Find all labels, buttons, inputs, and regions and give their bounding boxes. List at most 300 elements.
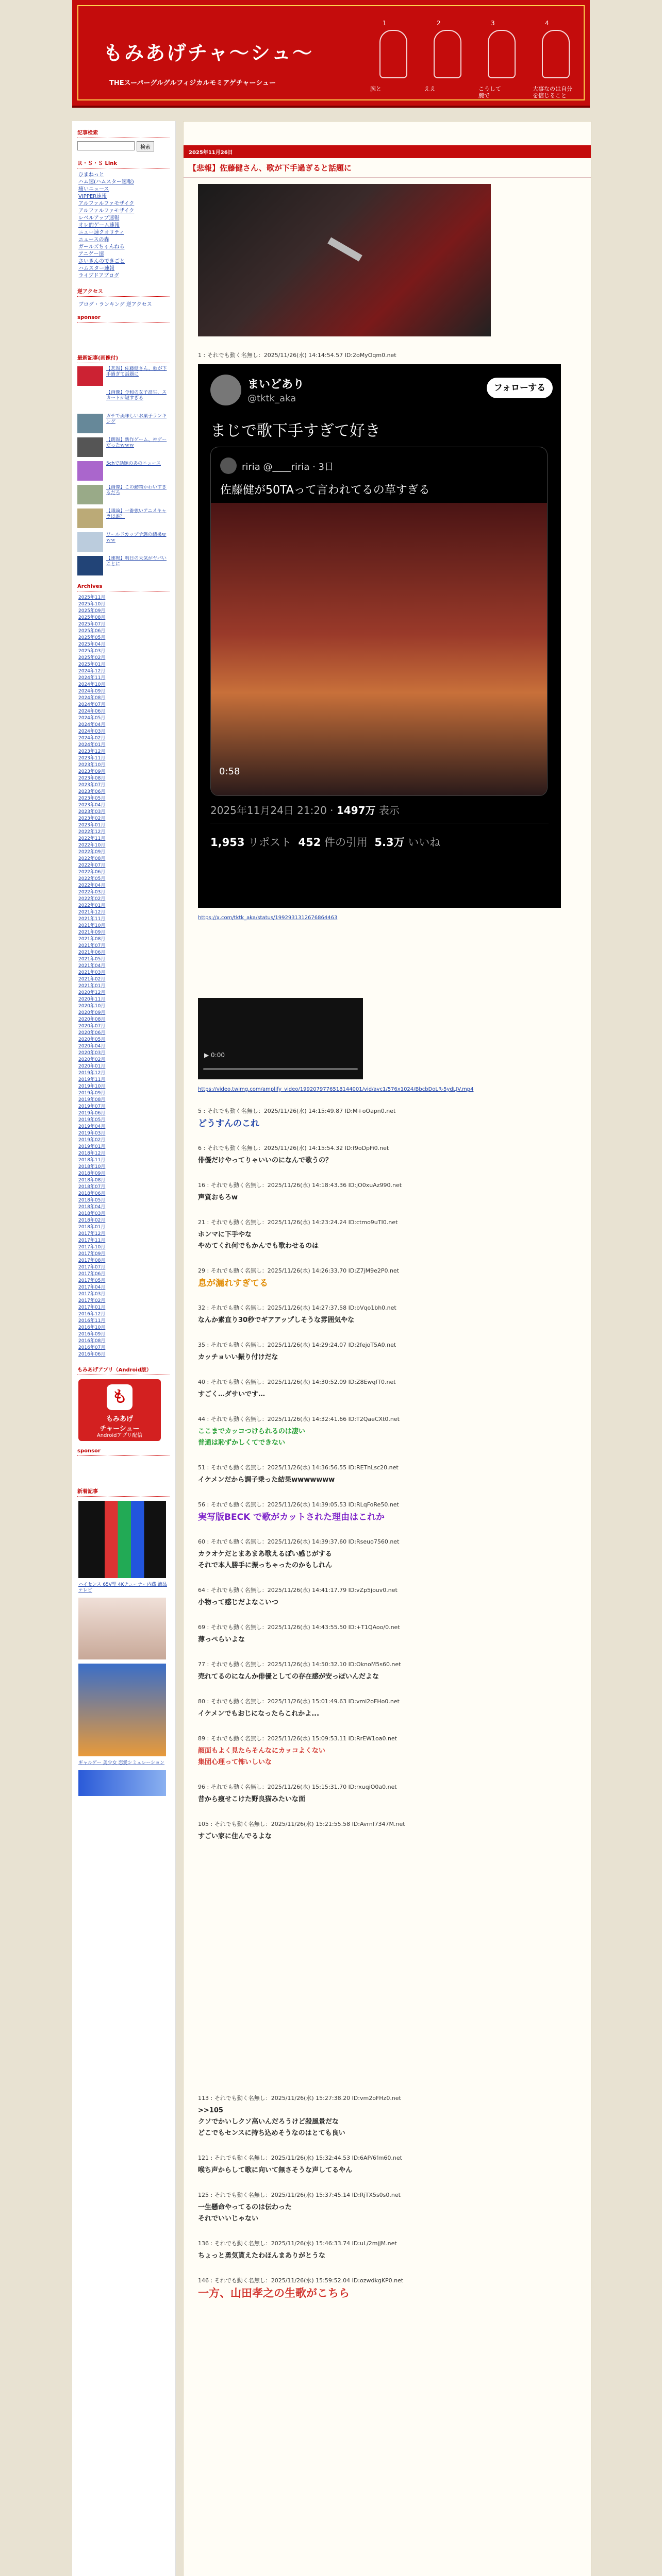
post xyxy=(198,1218,580,1252)
archive-link[interactable]: 2021年08月 xyxy=(78,937,106,942)
site-subtitle: THEスーパーグルグルフィジカルモミアゲチャーシュー xyxy=(109,79,276,87)
archive-link[interactable]: 2020年03月 xyxy=(78,1050,106,1056)
sidebar-link[interactable]: ガールズちゃんねる xyxy=(78,244,125,250)
header-step xyxy=(421,16,473,99)
post-header: 21 : それでも動く名無し：2025/11/26(水) 14:23:24.24 ID:ctmo9uTI0.net xyxy=(198,1219,398,1226)
site-header xyxy=(72,0,590,108)
archive-link[interactable]: 2018年12月 xyxy=(78,1151,106,1156)
sidebar-link[interactable]: VIPPER速報 xyxy=(78,194,107,199)
archive-link[interactable]: 2024年03月 xyxy=(78,729,106,734)
sidebar-link[interactable]: アニゲー速 xyxy=(78,251,104,257)
feed-item[interactable] xyxy=(77,437,170,458)
search-input[interactable] xyxy=(77,141,135,150)
feed-item[interactable] xyxy=(77,485,170,505)
archive-link[interactable]: 2023年03月 xyxy=(78,809,106,815)
post-body: 息が漏れすぎてる xyxy=(198,1278,268,1289)
archive-link[interactable]: 2022年05月 xyxy=(78,876,106,882)
archive-link[interactable]: 2020年06月 xyxy=(78,1030,106,1036)
retweet-count: 1,953 xyxy=(210,836,245,849)
figure-icon xyxy=(542,30,570,78)
archive-link[interactable]: 2025年11月 xyxy=(78,595,106,600)
article-title[interactable]: 【悲報】佐藤健さん、歌が下手過ぎると話題に xyxy=(184,158,591,178)
sidebar-link[interactable]: ニュースの森 xyxy=(78,237,109,243)
archive-link[interactable]: 2016年11月 xyxy=(78,1318,106,1324)
sponsor2-heading: sponsor xyxy=(77,1448,170,1456)
archive-link[interactable]: 2022年06月 xyxy=(78,870,106,875)
post xyxy=(198,1415,580,1449)
archive-link[interactable]: 2019年09月 xyxy=(78,1091,106,1096)
archive-link[interactable]: 2020年07月 xyxy=(78,1024,106,1029)
tweet-link[interactable] xyxy=(198,915,580,921)
post xyxy=(198,1303,580,1326)
post-body: 顔面もよく見たらそんなにカッコよくない 集団心理って怖いしいな xyxy=(198,1747,325,1766)
avatar[interactable] xyxy=(210,375,241,405)
post-header: 35 : それでも動く名無し：2025/11/26(水) 14:29:24.07 ID:2fejoT5A0.net xyxy=(198,1342,396,1348)
feed-title[interactable]: ガチで美味しいお菓子ランキング xyxy=(106,414,167,425)
archive-link[interactable]: 2024年06月 xyxy=(78,709,106,714)
sponsor-slot xyxy=(72,326,175,346)
post xyxy=(198,1586,580,1608)
header-step xyxy=(475,16,527,99)
post-header: 89 : それでも動く名無し：2025/11/26(水) 15:09:53.11 ID:RrEW1oa0.net xyxy=(198,1735,397,1742)
video-url[interactable]: https://video.twimg.com/amplify_video/1992079776518144001/vid/avc1/576x1024/BbcbDoLR-5ydLJV.mp4 xyxy=(198,1087,474,1092)
archive-link[interactable]: 2018年09月 xyxy=(78,1171,106,1176)
archive-link[interactable]: 2021年06月 xyxy=(78,950,106,955)
figure-icon xyxy=(379,30,407,78)
site-title[interactable]: もみあげチャ〜シュ〜 xyxy=(103,42,314,64)
archive-link[interactable]: 2024年09月 xyxy=(78,689,106,694)
step-number: 4 xyxy=(545,20,549,27)
archive-link[interactable]: 2019年12月 xyxy=(78,1071,106,1076)
archive-link[interactable]: 2018年10月 xyxy=(78,1164,106,1170)
post-body: 売れてるのになんか俳優としての存在感が安っぽいんだよな xyxy=(198,1673,379,1681)
archive-link[interactable]: 2018年04月 xyxy=(78,1205,106,1210)
like-count: 5.3万 xyxy=(374,836,405,849)
archive-link[interactable]: 2018年05月 xyxy=(78,1198,106,1203)
archive-link[interactable]: 2016年06月 xyxy=(78,1352,106,1357)
archive-link[interactable]: 2019年03月 xyxy=(78,1131,106,1136)
ads-heading: 新着記事 xyxy=(77,1487,170,1497)
archive-link[interactable]: 2018年06月 xyxy=(78,1191,106,1196)
archive-link[interactable]: 2025年03月 xyxy=(78,649,106,654)
quoted-tweet[interactable] xyxy=(210,447,548,796)
post xyxy=(198,1341,580,1363)
archive-link[interactable]: 2018年01月 xyxy=(78,1225,106,1230)
post xyxy=(198,351,580,359)
archive-link[interactable]: 2019年05月 xyxy=(78,1117,106,1123)
sidebar-link[interactable]: さいきんのできごと xyxy=(78,259,125,264)
figure-icon xyxy=(434,30,461,78)
sidebar-link[interactable]: アルファルファモザイク xyxy=(78,201,135,207)
archive-link[interactable]: 2025年05月 xyxy=(78,635,106,640)
archive-link[interactable]: 2021年10月 xyxy=(78,923,106,928)
sidebar-link[interactable]: ひまねっと xyxy=(78,172,104,178)
ad-caption[interactable]: ハイセンス 65V型 4Kチューナー内蔵 液晶テレビ xyxy=(78,1582,168,1593)
feed-item[interactable] xyxy=(77,532,170,553)
tweet-author-handle[interactable]: @tktk_aka xyxy=(247,393,296,404)
archive-link[interactable]: 2019年06月 xyxy=(78,1111,106,1116)
post-body: 薄っぺらいよな xyxy=(198,1636,245,1643)
quoted-tweet-meta: riria @____riria · 3日 xyxy=(242,462,334,472)
archive-link[interactable]: 2024年01月 xyxy=(78,742,106,748)
archive-link[interactable]: 2020年10月 xyxy=(78,1004,106,1009)
feed-list xyxy=(72,366,175,577)
archive-link[interactable]: 2017年11月 xyxy=(78,1238,106,1243)
feed-thumbnail[interactable] xyxy=(77,390,103,410)
archive-link[interactable]: 2021年02月 xyxy=(78,977,106,982)
feed-item[interactable] xyxy=(77,390,170,411)
post-list xyxy=(184,2094,591,2299)
archive-link[interactable]: 2021年09月 xyxy=(78,930,106,935)
post xyxy=(198,2094,580,2139)
post-header: 6 : それでも動く名無し：2025/11/26(水) 14:15:54.32 ID:f9oDpFi0.net xyxy=(198,1145,389,1151)
video-duration: 0:58 xyxy=(219,766,240,777)
feed-item[interactable] xyxy=(77,414,170,434)
header-step xyxy=(529,16,581,99)
search-button[interactable]: 検索 xyxy=(137,141,154,151)
archive-link[interactable]: 2023年01月 xyxy=(78,823,106,828)
post-header: 136 : それでも動く名無し：2025/11/26(水) 15:46:33.74 ID:uL/2mjjM.net xyxy=(198,2240,397,2247)
archive-link[interactable]: 2024年11月 xyxy=(78,675,106,681)
play-icon[interactable]: ▶ 0:00 xyxy=(204,1052,225,1059)
archive-link[interactable]: 2016年12月 xyxy=(78,1312,106,1317)
archive-link[interactable]: 2024年10月 xyxy=(78,682,106,687)
post xyxy=(198,1144,580,1166)
post-header: 121 : それでも動く名無し：2025/11/26(水) 15:32:44.53 ID:6AP/6fm60.net xyxy=(198,2155,402,2161)
tweet-date xyxy=(210,802,400,817)
post-body: 昔から痩せこけた野良猫みたいな面 xyxy=(198,1795,306,1803)
archive-link[interactable]: 2023年06月 xyxy=(78,789,106,794)
main-content xyxy=(183,121,591,2576)
archive-link[interactable]: 2019年07月 xyxy=(78,1104,106,1109)
sidebar-link[interactable]: ハムスター速報 xyxy=(78,266,114,272)
archive-link[interactable]: 2017年10月 xyxy=(78,1245,106,1250)
archive-link[interactable]: 2019年02月 xyxy=(78,1138,106,1143)
feed-title[interactable]: 【速報】明日の天気がヤバいことに xyxy=(106,556,167,567)
sidebar-link[interactable]: ハム速(ハムスター速報) xyxy=(78,179,134,185)
archive-link[interactable]: 2018年02月 xyxy=(78,1218,106,1223)
feed-title[interactable]: ワールドカップ予選の結果ｗｗｗ xyxy=(106,532,167,543)
archive-link[interactable]: 2018年11月 xyxy=(78,1158,106,1163)
quoted-tweet-text: 佐藤健が50TAって言われてるの草すぎる xyxy=(220,484,430,497)
sidebar-link[interactable]: レベルアップ速報 xyxy=(78,215,120,221)
ad-image-game[interactable] xyxy=(78,1664,166,1756)
archive-link[interactable]: 2019年01月 xyxy=(78,1144,106,1149)
post-header: 1 : それでも動く名無し：2025/11/26(水) 14:14:54.57 ID:2oMyOqm0.net xyxy=(198,352,396,359)
archive-link[interactable]: 2023年12月 xyxy=(78,749,106,754)
feed-thumbnail[interactable] xyxy=(77,509,103,528)
post xyxy=(198,1537,580,1571)
video-time: 0:00 xyxy=(211,1052,225,1059)
header-steps-illustration xyxy=(367,16,584,99)
archive-link[interactable]: 2016年09月 xyxy=(78,1332,106,1337)
sidebar-link[interactable]: アルファルファモザイク xyxy=(78,208,135,214)
archive-link[interactable]: 2025年02月 xyxy=(78,655,106,660)
archive-link[interactable]: 2021年05月 xyxy=(78,957,106,962)
archive-link[interactable]: 2016年07月 xyxy=(78,1345,106,1350)
post-body: カッチョいい振り付けだな xyxy=(198,1353,278,1361)
post xyxy=(198,1783,580,1805)
post-header: 40 : それでも動く名無し：2025/11/26(水) 14:30:52.09 ID:Z8EwqfT0.net xyxy=(198,1379,396,1385)
archive-link[interactable]: 2025年09月 xyxy=(78,608,106,614)
archive-link[interactable]: 2025年10月 xyxy=(78,602,106,607)
archive-link[interactable]: 2023年11月 xyxy=(78,756,106,761)
archive-link[interactable]: 2017年03月 xyxy=(78,1292,106,1297)
post-header: 44 : それでも動く名無し：2025/11/26(水) 14:32:41.66 ID:T2QaeCXt0.net xyxy=(198,1416,400,1422)
sidebar-link[interactable]: ニュー速クオリティ xyxy=(78,230,124,235)
archive-link[interactable]: 2022年03月 xyxy=(78,890,106,895)
archive-link[interactable]: 2017年08月 xyxy=(78,1258,106,1263)
archive-link[interactable]: 2021年04月 xyxy=(78,963,106,969)
ad-image-banner[interactable] xyxy=(78,1770,166,1796)
tweet-timestamp: 2025年11月24日 21:20 · xyxy=(210,804,337,817)
step-number: 3 xyxy=(491,20,495,27)
archive-link[interactable]: 2016年08月 xyxy=(78,1338,106,1344)
archive-link[interactable]: 2023年02月 xyxy=(78,816,106,821)
tweet-text: まじで歌下手すぎて好き xyxy=(210,422,380,440)
link-list xyxy=(78,172,169,280)
archive-link[interactable]: 2020年04月 xyxy=(78,1044,106,1049)
archive-link[interactable]: 2025年07月 xyxy=(78,622,106,627)
archive-link[interactable]: 2021年01月 xyxy=(78,984,106,989)
post-body: イケメンでもおじになったらこれかよ... xyxy=(198,1710,320,1718)
archive-link[interactable]: 2022年12月 xyxy=(78,829,106,835)
archive-link[interactable]: 2022年02月 xyxy=(78,896,106,902)
post xyxy=(198,2154,580,2176)
archive-link[interactable]: 2023年10月 xyxy=(78,762,106,768)
archive-link[interactable]: 2020年01月 xyxy=(78,1064,106,1069)
post-body: 小物って感じだよなこいつ xyxy=(198,1599,279,1606)
archive-link[interactable]: 2020年05月 xyxy=(78,1037,106,1042)
feed-item[interactable] xyxy=(77,556,170,577)
post xyxy=(198,1266,580,1289)
figure-icon xyxy=(488,30,516,78)
tweet-views: 1497万 xyxy=(336,804,376,817)
archive-link[interactable]: 2021年03月 xyxy=(78,970,106,975)
feed-title[interactable]: 【朗報】新作ゲーム、神ゲーだったｗｗｗ xyxy=(106,437,167,448)
archive-link[interactable]: 2020年08月 xyxy=(78,1017,106,1022)
feed-thumbnail[interactable] xyxy=(77,485,103,504)
archive-link[interactable]: 2016年10月 xyxy=(78,1325,106,1330)
archive-link[interactable]: 2017年05月 xyxy=(78,1278,106,1283)
ad-caption[interactable]: ギャルゲー 美少女 恋愛シミュレーション xyxy=(78,1760,165,1766)
feed-item[interactable] xyxy=(77,509,170,529)
archive-link[interactable]: 2023年05月 xyxy=(78,796,106,801)
retweet-label: リポスト xyxy=(248,836,292,849)
quote-label: 件の引用 xyxy=(324,836,368,849)
archive-link[interactable]: 2021年12月 xyxy=(78,910,106,915)
post-list xyxy=(184,1107,591,1842)
app-banner[interactable] xyxy=(78,1379,161,1441)
feed-thumbnail[interactable] xyxy=(77,366,103,386)
archive-link[interactable]: 2024年05月 xyxy=(78,716,106,721)
archive-link[interactable]: 2019年08月 xyxy=(78,1097,106,1103)
archive-link[interactable]: 2022年04月 xyxy=(78,883,106,888)
post-body: ちょっと勇気貰えたわほんまありがとうな xyxy=(198,2252,326,2260)
post-header: 5 : それでも動く名無し：2025/11/26(水) 14:15:49.87 ID:M+oOapn0.net xyxy=(198,1108,396,1114)
step-caption: こうして 腕で xyxy=(478,86,501,99)
header-step xyxy=(367,16,419,99)
tweet-embed[interactable] xyxy=(198,364,561,908)
post-header: 64 : それでも動く名無し：2025/11/26(水) 14:41:17.79 ID:vZp5jouv0.net xyxy=(198,1587,398,1594)
archive-link[interactable]: 2025年08月 xyxy=(78,615,106,620)
archive-link[interactable]: 2017年12月 xyxy=(78,1231,106,1236)
archive-link[interactable]: 2021年11月 xyxy=(78,917,106,922)
archive-link[interactable]: 2019年04月 xyxy=(78,1124,106,1129)
archive-link[interactable]: 2024年02月 xyxy=(78,736,106,741)
archive-link[interactable]: 2024年04月 xyxy=(78,722,106,727)
archive-link[interactable]: 2024年08月 xyxy=(78,696,106,701)
post-body: 声質おもろw xyxy=(198,1194,238,1201)
feed-thumbnail[interactable] xyxy=(77,437,103,457)
feed-item[interactable] xyxy=(77,366,170,387)
links-heading: Ｒ・Ｓ・Ｓ Link xyxy=(77,159,170,168)
quote-count: 452 xyxy=(298,836,321,849)
archive-link[interactable]: 2018年03月 xyxy=(78,1211,106,1216)
post-body: すごく…ダサいです… xyxy=(198,1391,266,1398)
archive-link[interactable]: 2019年10月 xyxy=(78,1084,106,1089)
archive-link[interactable]: 2020年09月 xyxy=(78,1010,106,1015)
app-heading: もみあげアプリ（Android版） xyxy=(77,1365,170,1375)
archive-link[interactable]: 2018年07月 xyxy=(78,1184,106,1190)
post-header: 60 : それでも動く名無し：2025/11/26(水) 14:39:37.60 ID:Rseuo7560.net xyxy=(198,1538,400,1545)
archive-link[interactable]: 2022年11月 xyxy=(78,836,106,841)
feed-title[interactable]: 5chで話題のあのニュース xyxy=(106,461,161,466)
archive-link[interactable]: 2017年09月 xyxy=(78,1251,106,1257)
archive-link[interactable]: 2023年09月 xyxy=(78,769,106,774)
post-header: 146 : それでも動く名無し：2025/11/26(水) 15:59:52.04 ID:ozwdkgKP0.net xyxy=(198,2277,404,2284)
video-progress-bar[interactable] xyxy=(203,1068,358,1070)
post-header: 51 : それでも動く名無し：2025/11/26(水) 14:36:56.55 ID:RETnLsc20.net xyxy=(198,1464,399,1471)
feed-title[interactable]: 【議論】一番強いアニメキャラは誰？ xyxy=(106,509,167,519)
feeds-heading: 最新記事(画像付) xyxy=(77,353,170,363)
feed-thumbnail[interactable] xyxy=(77,461,103,481)
post-body: 一方、山田孝之の生歌がこちら xyxy=(198,2287,350,2299)
post-body: ここまでカッコつけられるのは凄い 普通は恥ずかしくてできない xyxy=(198,1428,305,1447)
step-caption: ええ xyxy=(424,86,436,92)
post-header: 125 : それでも動く名無し：2025/11/26(水) 15:37:45.14 ID:RjTX5s0s0.net xyxy=(198,2192,401,2198)
post xyxy=(198,1181,580,1204)
archive-link[interactable]: 2020年11月 xyxy=(78,997,106,1002)
post-body: どうすんのこれ xyxy=(198,1118,259,1129)
feed-thumbnail[interactable] xyxy=(77,556,103,575)
ad-space xyxy=(198,1853,559,2079)
quoted-video-thumbnail[interactable] xyxy=(211,503,547,795)
archive-link[interactable]: 2025年04月 xyxy=(78,642,106,647)
archive-link[interactable]: 2017年01月 xyxy=(78,1305,106,1310)
post-header: 29 : それでも動く名無し：2025/11/26(水) 14:26:33.70 ID:Z7jM9e2P0.net xyxy=(198,1267,400,1274)
tweet-views-label: 表示 xyxy=(378,804,400,817)
feed-title[interactable]: 【悲報】佐藤健さん、歌が下手過ぎて話題に xyxy=(106,366,167,377)
post xyxy=(198,2239,580,2262)
video-player[interactable] xyxy=(198,998,363,1079)
post-body: 実写版BECK で歌がカットされた理由はこれか xyxy=(198,1512,385,1522)
archive-link[interactable]: 2020年02月 xyxy=(78,1057,106,1062)
post-header: 32 : それでも動く名無し：2025/11/26(水) 14:27:37.58 ID:bVqo1bh0.net xyxy=(198,1304,396,1311)
archive-link[interactable]: 2018年08月 xyxy=(78,1178,106,1183)
post-body: イケメンだから調子乗った結果wwwwwww xyxy=(198,1476,335,1484)
step-number: 1 xyxy=(383,20,387,27)
archive-link[interactable]: 2022年08月 xyxy=(78,856,106,861)
tweet-url[interactable]: https://x.com/tktk_aka/status/1992931312676864463 xyxy=(198,915,338,921)
archive-link[interactable]: 2020年12月 xyxy=(78,990,106,995)
archive-link[interactable]: 2023年08月 xyxy=(78,776,106,781)
search-form xyxy=(77,141,170,151)
post-body: すごい家に住んでるよな xyxy=(198,1833,272,1840)
article-date: 2025年11月26日 xyxy=(184,145,591,158)
archive-link[interactable]: 2021年07月 xyxy=(78,943,106,948)
archive-link[interactable]: 2022年01月 xyxy=(78,903,106,908)
feed-title[interactable]: 【画像】令和の女子高生、スカートが短すぎる xyxy=(106,390,167,401)
post-header: 80 : それでも動く名無し：2025/11/26(水) 15:01:49.63 ID:vmi2oFHo0.net xyxy=(198,1698,400,1705)
archive-list xyxy=(78,595,169,1358)
archive-link[interactable]: 2022年09月 xyxy=(78,850,106,855)
post xyxy=(198,1734,580,1768)
archive-link[interactable]: 2025年01月 xyxy=(78,662,106,667)
archive-link[interactable]: 2022年07月 xyxy=(78,863,106,868)
archive-link[interactable]: 2019年11月 xyxy=(78,1077,106,1082)
blog-heading: 逆アクセス xyxy=(77,287,170,297)
ad-image-person[interactable] xyxy=(78,1598,166,1659)
follow-button[interactable]: フォローする xyxy=(487,378,553,398)
archive-link[interactable]: 2017年02月 xyxy=(78,1298,106,1303)
archive-link[interactable]: 2023年07月 xyxy=(78,783,106,788)
archive-link[interactable]: 2017年04月 xyxy=(78,1285,106,1290)
post-body: 喉ち声からして歌に向いて無さそうな声してるやん xyxy=(198,2166,353,2174)
sidebar-link[interactable]: ライブドアブログ xyxy=(78,273,120,279)
feed-item[interactable] xyxy=(77,461,170,482)
feed-thumbnail[interactable] xyxy=(77,532,103,552)
archive-link[interactable]: 2025年06月 xyxy=(78,629,106,634)
archive-link[interactable]: 2017年07月 xyxy=(78,1265,106,1270)
archive-link[interactable]: 2024年12月 xyxy=(78,669,106,674)
post-body: 一生懸命やってるのは伝わった それでいいじゃない xyxy=(198,2204,292,2223)
post xyxy=(198,1463,580,1486)
post-header: 113 : それでも動く名無し：2025/11/26(水) 15:27:38.20 ID:vm2oFHz0.net xyxy=(198,2095,401,2102)
post xyxy=(198,1820,580,1842)
post-header: 105 : それでも動く名無し：2025/11/26(水) 15:21:55.58 ID:Avrnf7347M.net xyxy=(198,1821,405,1827)
like-label: いいね xyxy=(408,836,441,849)
post xyxy=(198,1107,580,1129)
app-logo-icon: も xyxy=(107,1384,133,1410)
tweet-author-name[interactable]: まいどあり xyxy=(247,378,305,391)
avatar xyxy=(220,457,237,474)
sidebar-link[interactable]: 痛いニュース xyxy=(78,187,109,192)
blog-ranking-link[interactable]: ブログ・ランキング 逆アクセス xyxy=(78,302,152,308)
feed-title[interactable]: 【画像】この動物かわいすぎるだろ xyxy=(106,485,167,496)
feed-thumbnail[interactable] xyxy=(77,414,103,433)
archive-link[interactable]: 2022年10月 xyxy=(78,843,106,848)
app-subtitle: Androidアプリ配信 xyxy=(96,1433,143,1438)
post-header: 16 : それでも動く名無し：2025/11/26(水) 14:18:43.36 ID:jO0xuAz990.net xyxy=(198,1182,402,1189)
archive-link[interactable]: 2023年04月 xyxy=(78,803,106,808)
post-header: 96 : それでも動く名無し：2025/11/26(水) 15:15:31.70 ID:rxuqiO0a0.net xyxy=(198,1784,397,1790)
post-body: なんか素直り30秒でギアアップしそうな雰囲気やな xyxy=(198,1316,355,1324)
archive-link[interactable]: 2017年06月 xyxy=(78,1272,106,1277)
post xyxy=(198,1378,580,1400)
microphone-icon xyxy=(327,237,362,261)
ad-image-tv[interactable] xyxy=(78,1501,166,1578)
sidebar-link[interactable]: オレ的ゲーム速報 xyxy=(78,223,120,228)
archive-link[interactable]: 2024年07月 xyxy=(78,702,106,707)
video-link[interactable] xyxy=(198,1087,580,1092)
step-caption: 腕と xyxy=(370,86,382,92)
tweet-stats xyxy=(210,834,440,850)
app-title: もみあげ チャーシュー xyxy=(100,1415,140,1433)
post xyxy=(198,1697,580,1720)
archives-heading: Archives xyxy=(77,584,170,591)
post xyxy=(198,2191,580,2225)
